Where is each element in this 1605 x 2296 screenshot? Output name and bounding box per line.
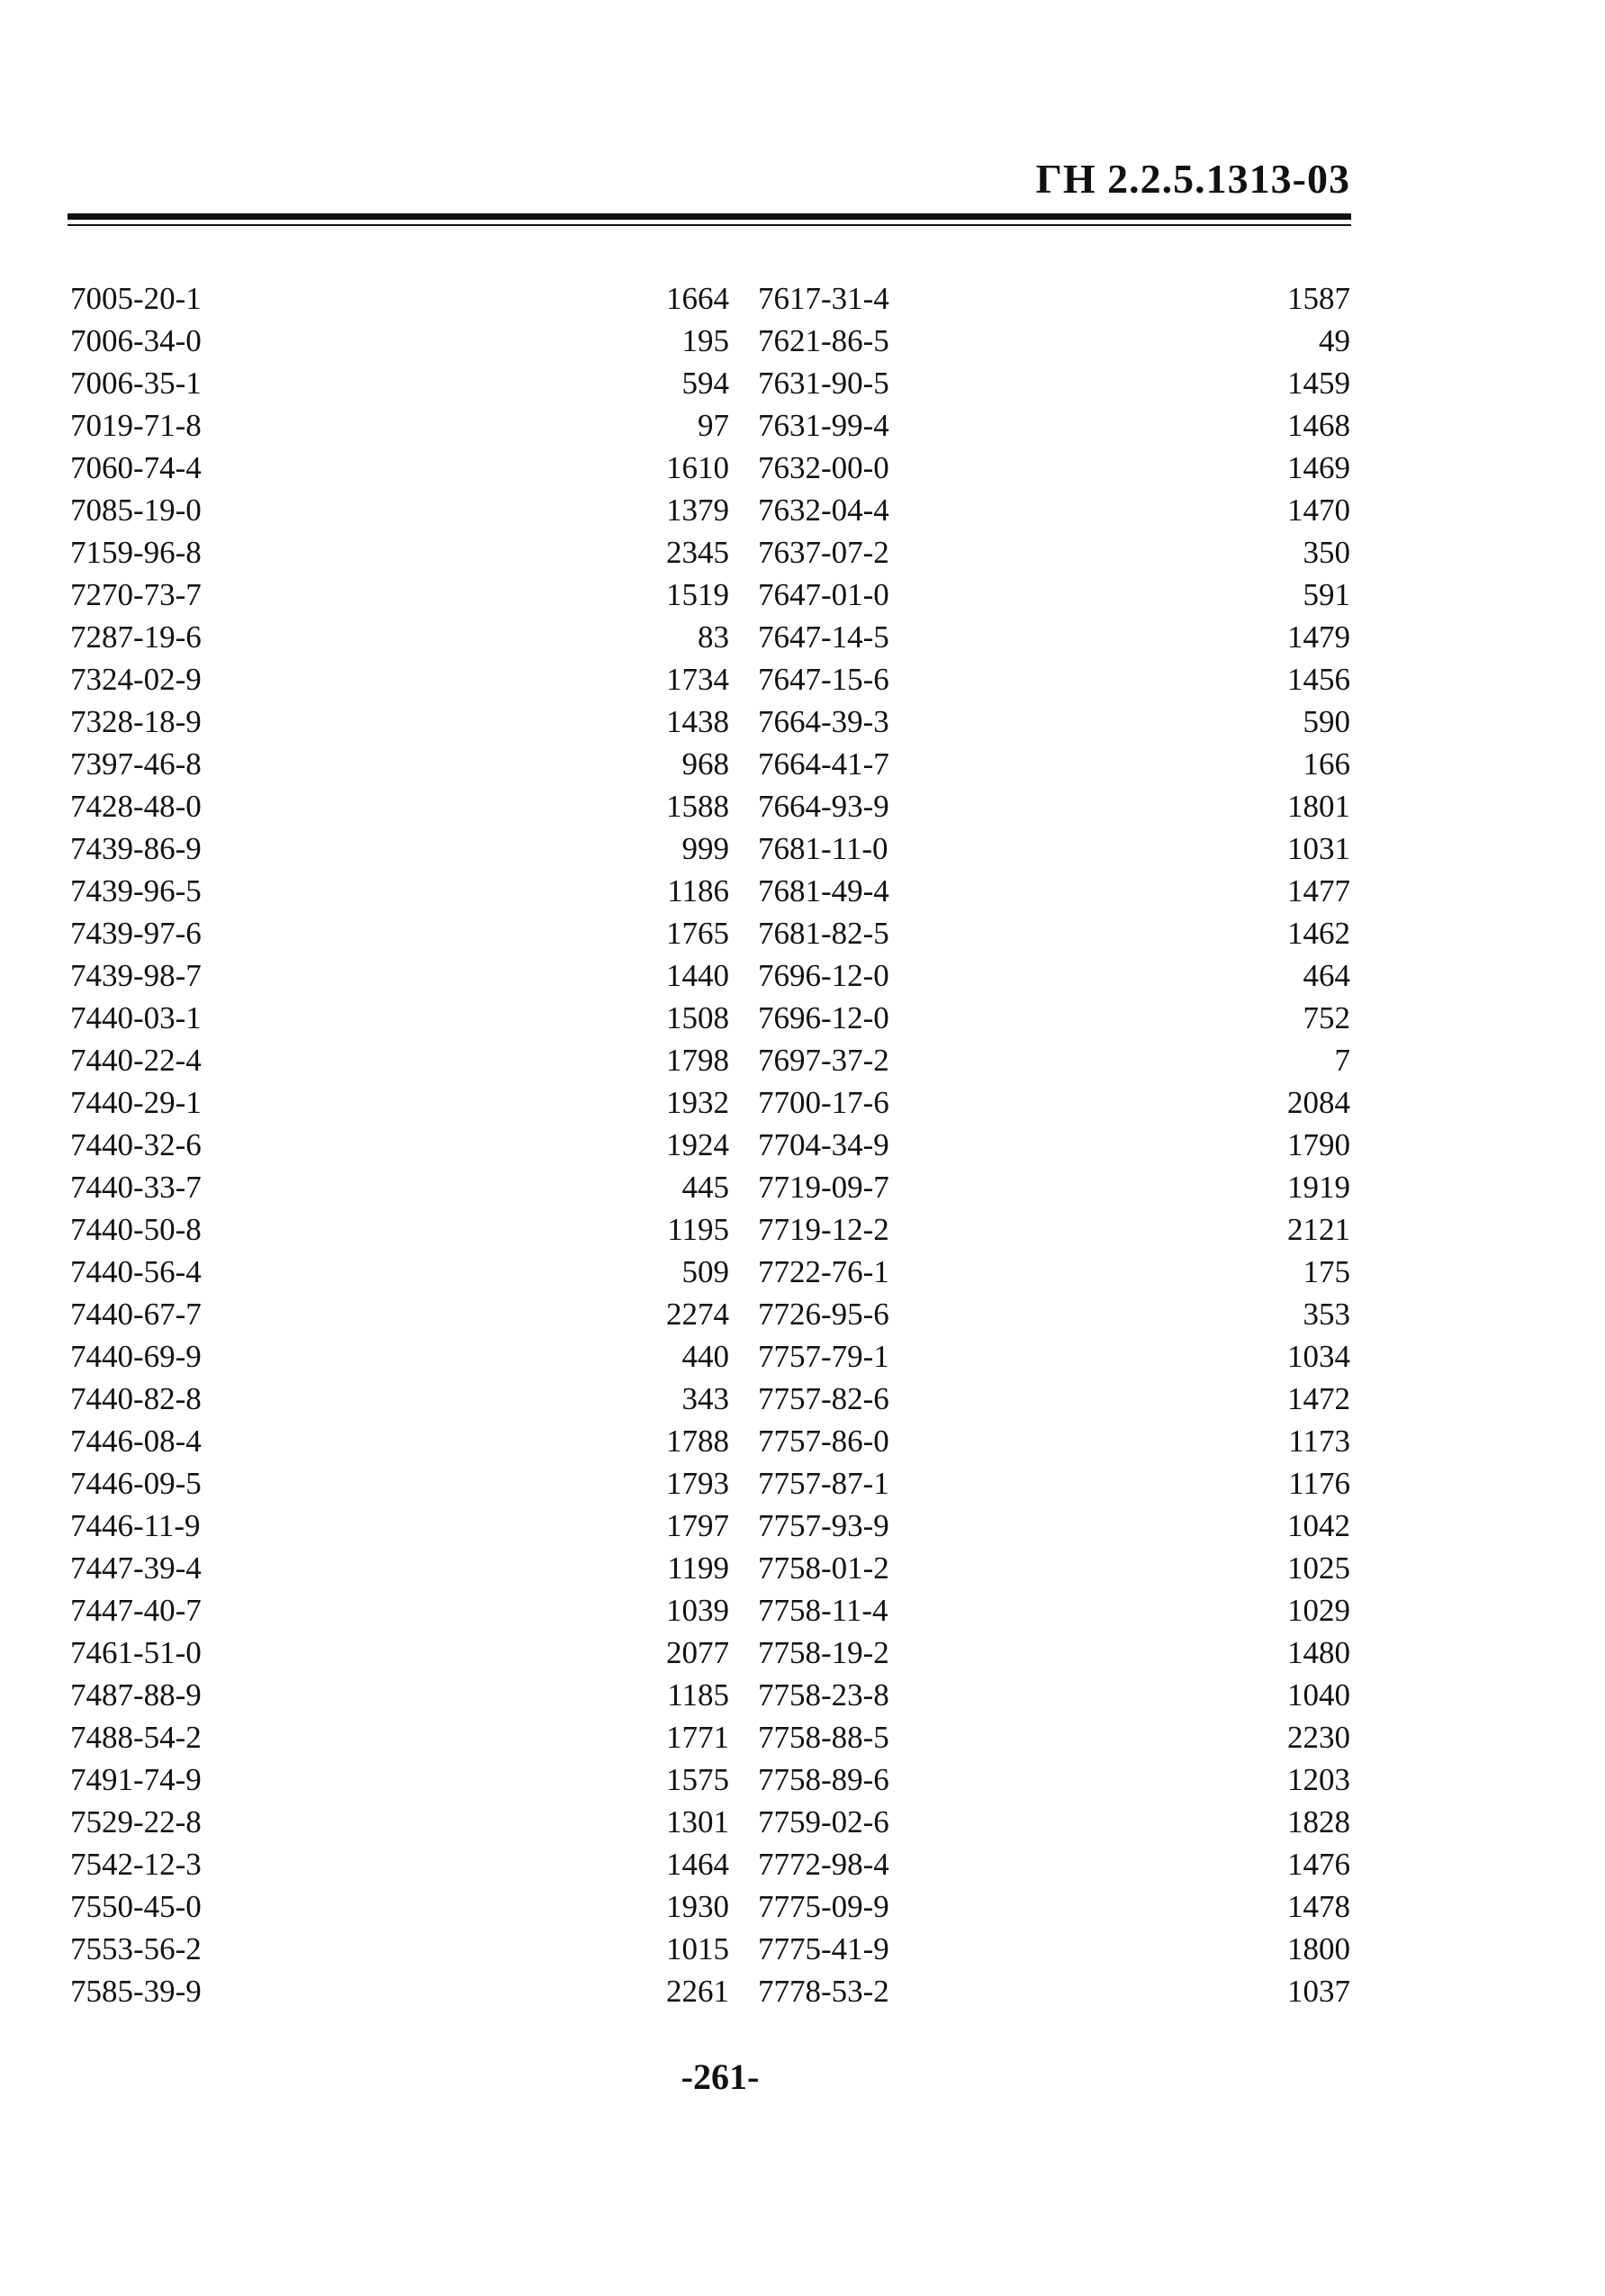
entry-number-left: 509 xyxy=(681,1254,729,1289)
cas-number-left: 7270-73-7 xyxy=(70,577,202,612)
entry-number-right: 1469 xyxy=(1287,450,1350,485)
entry-number-right: 1478 xyxy=(1287,1889,1350,1924)
entry-number-left: 195 xyxy=(681,323,729,358)
cas-number-left: 7439-98-7 xyxy=(70,958,202,993)
header-rule-thick xyxy=(68,213,1351,220)
cas-number-left: 7447-40-7 xyxy=(70,1593,202,1628)
page-number: -261- xyxy=(681,2056,760,2097)
entry-number-left: 1575 xyxy=(666,1762,729,1797)
table-row xyxy=(70,616,1350,658)
entry-number-left: 83 xyxy=(698,619,729,655)
cas-number-left: 7440-82-8 xyxy=(70,1381,202,1416)
table-row xyxy=(70,743,1350,785)
header-rule-thin xyxy=(68,224,1351,226)
entry-number-right: 1025 xyxy=(1287,1550,1350,1586)
entry-number-right: 1828 xyxy=(1287,1804,1350,1840)
table-row xyxy=(70,447,1350,489)
table-row xyxy=(70,1716,1350,1758)
cas-number-right: 7681-82-5 xyxy=(758,916,889,951)
entry-number-left: 2261 xyxy=(666,1974,729,2009)
cas-number-left: 7005-20-1 xyxy=(70,281,202,316)
entry-number-left: 1788 xyxy=(666,1424,729,1459)
cas-number-right: 7757-79-1 xyxy=(758,1339,889,1374)
entry-number-right: 1480 xyxy=(1287,1635,1350,1670)
entry-number-left: 1664 xyxy=(666,281,729,316)
entry-number-left: 97 xyxy=(698,408,729,443)
cas-number-right: 7759-02-6 xyxy=(758,1804,889,1840)
cas-number-right: 7758-88-5 xyxy=(758,1720,889,1755)
cas-number-left: 7440-67-7 xyxy=(70,1297,202,1332)
table-row xyxy=(70,785,1350,827)
cas-number-right: 7758-89-6 xyxy=(758,1762,889,1797)
entry-number-right: 591 xyxy=(1303,577,1350,612)
cas-number-left: 7159-96-8 xyxy=(70,535,202,570)
entry-number-right: 1037 xyxy=(1287,1974,1350,2009)
cas-number-left: 7006-35-1 xyxy=(70,366,202,401)
entry-number-right: 464 xyxy=(1303,958,1350,993)
entry-number-left: 1734 xyxy=(666,662,729,697)
entry-number-right: 1456 xyxy=(1287,662,1350,697)
table-row xyxy=(70,1251,1350,1293)
cas-number-left: 7397-46-8 xyxy=(70,746,202,782)
cas-number-right: 7757-86-0 xyxy=(758,1424,889,1459)
entry-number-left: 2345 xyxy=(666,535,729,570)
cas-number-left: 7487-88-9 xyxy=(70,1677,202,1713)
table-row xyxy=(70,1632,1350,1674)
cas-number-left: 7542-12-3 xyxy=(70,1847,202,1882)
cas-number-left: 7447-39-4 xyxy=(70,1550,202,1586)
cas-number-left: 7328-18-9 xyxy=(70,704,202,739)
table-row xyxy=(70,1166,1350,1208)
table-row xyxy=(70,997,1350,1039)
cas-number-left: 7439-97-6 xyxy=(70,916,202,951)
entry-number-left: 2274 xyxy=(666,1297,729,1332)
entry-number-left: 968 xyxy=(681,746,729,782)
entry-number-right: 353 xyxy=(1303,1297,1350,1332)
entry-number-right: 1801 xyxy=(1287,789,1350,824)
entry-number-right: 1034 xyxy=(1287,1339,1350,1374)
entry-number-left: 1793 xyxy=(666,1466,729,1501)
cas-number-right: 7647-01-0 xyxy=(758,577,889,612)
table-row xyxy=(70,1970,1350,2012)
cas-number-right: 7696-12-0 xyxy=(758,958,889,993)
cas-number-left: 7440-56-4 xyxy=(70,1254,202,1289)
entry-number-right: 1031 xyxy=(1287,831,1350,866)
entry-number-left: 445 xyxy=(681,1170,729,1205)
entry-number-right: 1476 xyxy=(1287,1847,1350,1882)
cas-number-right: 7617-31-4 xyxy=(758,281,889,316)
entry-number-left: 1438 xyxy=(666,704,729,739)
entry-number-left: 440 xyxy=(681,1339,729,1374)
entry-number-left: 1039 xyxy=(666,1593,729,1628)
entry-number-right: 7 xyxy=(1334,1043,1350,1078)
entry-number-left: 1924 xyxy=(666,1127,729,1162)
cas-number-right: 7631-90-5 xyxy=(758,366,889,401)
entry-number-right: 1173 xyxy=(1288,1424,1350,1459)
document-code-header: ГН 2.2.5.1313-03 xyxy=(1035,156,1350,202)
entry-number-right: 1790 xyxy=(1287,1127,1350,1162)
entry-number-right: 1203 xyxy=(1287,1762,1350,1797)
table-row xyxy=(70,1758,1350,1801)
table-row xyxy=(70,1420,1350,1462)
table-row xyxy=(70,1293,1350,1335)
table-row xyxy=(70,404,1350,447)
cas-number-left: 7440-32-6 xyxy=(70,1127,202,1162)
cas-number-right: 7696-12-0 xyxy=(758,1000,889,1035)
entry-number-left: 2077 xyxy=(666,1635,729,1670)
cas-number-left: 7440-33-7 xyxy=(70,1170,202,1205)
table-row xyxy=(70,658,1350,701)
entry-number-right: 1042 xyxy=(1287,1508,1350,1543)
cas-number-left: 7428-48-0 xyxy=(70,789,202,824)
entry-number-left: 1301 xyxy=(666,1804,729,1840)
entry-number-right: 2121 xyxy=(1287,1212,1350,1247)
cas-number-right: 7632-00-0 xyxy=(758,450,889,485)
entry-number-left: 1932 xyxy=(666,1085,729,1120)
entry-number-right: 1472 xyxy=(1287,1381,1350,1416)
table-row xyxy=(70,1039,1350,1081)
table-row xyxy=(70,912,1350,954)
cas-number-right: 7758-01-2 xyxy=(758,1550,889,1586)
cas-number-right: 7758-19-2 xyxy=(758,1635,889,1670)
entry-number-left: 1771 xyxy=(666,1720,729,1755)
table-row xyxy=(70,1801,1350,1843)
entry-number-left: 1610 xyxy=(666,450,729,485)
table-row xyxy=(70,1462,1350,1505)
entry-number-right: 166 xyxy=(1303,746,1350,782)
cas-number-right: 7775-41-9 xyxy=(758,1931,889,1966)
entry-number-left: 1588 xyxy=(666,789,729,824)
entry-number-left: 1195 xyxy=(667,1212,729,1247)
cas-number-right: 7637-07-2 xyxy=(758,535,889,570)
entry-number-right: 1587 xyxy=(1287,281,1350,316)
table-row xyxy=(70,1674,1350,1716)
cas-number-right: 7719-12-2 xyxy=(758,1212,889,1247)
entry-number-right: 1029 xyxy=(1287,1593,1350,1628)
cas-number-right: 7697-37-2 xyxy=(758,1043,889,1078)
cas-number-right: 7621-86-5 xyxy=(758,323,889,358)
table-row xyxy=(70,870,1350,912)
entry-number-left: 343 xyxy=(681,1381,729,1416)
cas-number-left: 7440-03-1 xyxy=(70,1000,202,1035)
entry-number-right: 2084 xyxy=(1287,1085,1350,1120)
table-row xyxy=(70,1589,1350,1632)
entry-number-right: 1477 xyxy=(1287,873,1350,908)
table-row xyxy=(70,574,1350,616)
cas-number-right: 7778-53-2 xyxy=(758,1974,889,2009)
table-row xyxy=(70,1547,1350,1589)
cas-number-left: 7461-51-0 xyxy=(70,1635,202,1670)
table-row xyxy=(70,489,1350,531)
cas-number-left: 7446-11-9 xyxy=(70,1508,201,1543)
entry-number-right: 1462 xyxy=(1287,916,1350,951)
cas-number-left: 7488-54-2 xyxy=(70,1720,202,1755)
entry-number-right: 1479 xyxy=(1287,619,1350,655)
cas-number-left: 7491-74-9 xyxy=(70,1762,202,1797)
cas-number-right: 7726-95-6 xyxy=(758,1297,889,1332)
cas-number-right: 7681-49-4 xyxy=(758,873,889,908)
entry-number-right: 175 xyxy=(1303,1254,1350,1289)
entry-number-left: 1440 xyxy=(666,958,729,993)
cas-number-right: 7758-11-4 xyxy=(758,1593,888,1628)
cas-number-right: 7757-93-9 xyxy=(758,1508,889,1543)
table-row xyxy=(70,701,1350,743)
table-row xyxy=(70,277,1350,320)
entry-number-left: 1199 xyxy=(667,1550,729,1586)
cas-number-right: 7704-34-9 xyxy=(758,1127,889,1162)
cas-number-left: 7287-19-6 xyxy=(70,619,202,655)
entry-number-left: 1519 xyxy=(666,577,729,612)
cas-number-right: 7757-82-6 xyxy=(758,1381,889,1416)
entry-number-left: 1464 xyxy=(666,1847,729,1882)
cas-number-right: 7681-11-0 xyxy=(758,831,888,866)
entry-number-right: 1459 xyxy=(1287,366,1350,401)
table-row xyxy=(70,320,1350,362)
cas-number-right: 7722-76-1 xyxy=(758,1254,889,1289)
entry-number-left: 1508 xyxy=(666,1000,729,1035)
entry-number-right: 1468 xyxy=(1287,408,1350,443)
table-row xyxy=(70,1124,1350,1166)
entry-number-left: 1797 xyxy=(666,1508,729,1543)
cas-number-left: 7006-34-0 xyxy=(70,323,202,358)
cas-number-left: 7060-74-4 xyxy=(70,450,202,485)
cas-number-right: 7719-09-7 xyxy=(758,1170,889,1205)
cas-number-right: 7758-23-8 xyxy=(758,1677,889,1713)
entry-number-left: 1379 xyxy=(666,493,729,528)
entry-number-left: 594 xyxy=(681,366,729,401)
entry-number-right: 590 xyxy=(1303,704,1350,739)
entry-number-left: 1798 xyxy=(666,1043,729,1078)
cas-number-right: 7700-17-6 xyxy=(758,1085,889,1120)
cas-number-left: 7085-19-0 xyxy=(70,493,202,528)
cas-number-left: 7440-69-9 xyxy=(70,1339,202,1374)
entry-number-right: 1176 xyxy=(1288,1466,1350,1501)
entry-number-right: 1470 xyxy=(1287,493,1350,528)
table-row xyxy=(70,1885,1350,1928)
table-row xyxy=(70,1208,1350,1251)
cas-number-left: 7550-45-0 xyxy=(70,1889,202,1924)
cas-number-right: 7757-87-1 xyxy=(758,1466,889,1501)
cas-number-right: 7647-15-6 xyxy=(758,662,889,697)
table-row xyxy=(70,1081,1350,1124)
cas-number-left: 7439-96-5 xyxy=(70,873,202,908)
cas-number-left: 7439-86-9 xyxy=(70,831,202,866)
cas-number-right: 7647-14-5 xyxy=(758,619,889,655)
cas-number-right: 7664-41-7 xyxy=(758,746,889,782)
cas-number-left: 7446-09-5 xyxy=(70,1466,202,1501)
cas-number-left: 7440-29-1 xyxy=(70,1085,202,1120)
entry-number-right: 1040 xyxy=(1287,1677,1350,1713)
entry-number-right: 752 xyxy=(1303,1000,1350,1035)
entry-number-right: 49 xyxy=(1319,323,1350,358)
cas-number-right: 7772-98-4 xyxy=(758,1847,889,1882)
cas-number-right: 7664-93-9 xyxy=(758,789,889,824)
cas-number-right: 7632-04-4 xyxy=(758,493,889,528)
table-row xyxy=(70,1378,1350,1420)
cas-number-left: 7553-56-2 xyxy=(70,1931,202,1966)
cas-number-left: 7446-08-4 xyxy=(70,1424,202,1459)
table-row xyxy=(70,1505,1350,1547)
cas-number-left: 7019-71-8 xyxy=(70,408,202,443)
table-row xyxy=(70,1843,1350,1885)
cas-number-left: 7529-22-8 xyxy=(70,1804,202,1840)
entry-number-left: 1930 xyxy=(666,1889,729,1924)
cas-number-left: 7324-02-9 xyxy=(70,662,202,697)
table-row xyxy=(70,531,1350,574)
cas-number-left: 7585-39-9 xyxy=(70,1974,202,2009)
table-row xyxy=(70,827,1350,870)
table-row xyxy=(70,954,1350,997)
table-row xyxy=(70,1335,1350,1378)
entry-number-left: 1765 xyxy=(666,916,729,951)
cas-number-right: 7664-39-3 xyxy=(758,704,889,739)
entry-number-right: 1919 xyxy=(1287,1170,1350,1205)
entry-number-right: 2230 xyxy=(1287,1720,1350,1755)
cas-number-left: 7440-50-8 xyxy=(70,1212,202,1247)
entry-number-left: 1015 xyxy=(666,1931,729,1966)
cas-number-left: 7440-22-4 xyxy=(70,1043,202,1078)
entry-number-left: 1186 xyxy=(667,873,729,908)
entry-number-left: 999 xyxy=(681,831,729,866)
cas-number-right: 7775-09-9 xyxy=(758,1889,889,1924)
table-row xyxy=(70,362,1350,404)
cas-index-table xyxy=(70,277,1350,2012)
cas-number-right: 7631-99-4 xyxy=(758,408,889,443)
table-row xyxy=(70,1928,1350,1970)
entry-number-right: 1800 xyxy=(1287,1931,1350,1966)
entry-number-right: 350 xyxy=(1303,535,1350,570)
entry-number-left: 1185 xyxy=(667,1677,729,1713)
